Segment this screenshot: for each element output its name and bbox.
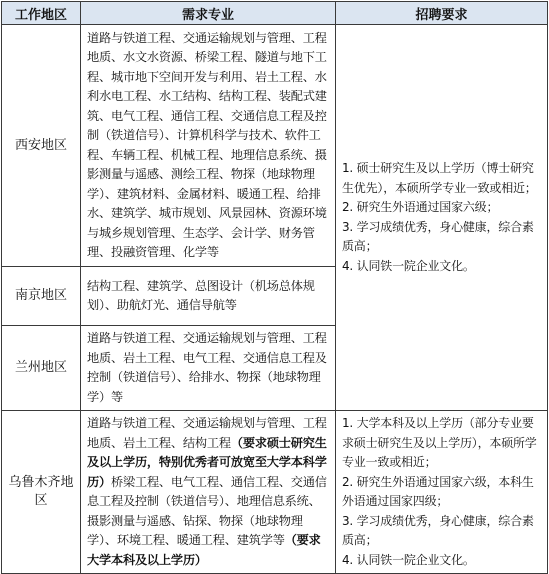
requirements-cell (336, 25, 548, 411)
requirement-item: 2. 研究生外语通过国家六级； (342, 200, 499, 214)
requirement-item: 1. 大学本科及以上学历（部分专业要求硕士研究生及以上学历），本硕所学专业一致或相近； (342, 416, 537, 469)
header-major: 需求专业 (81, 2, 336, 25)
requirement-item: 4. 认同铁一院企业文化。 (342, 552, 475, 567)
requirement-item: 1. 硕士研究生及以上学历（博士研究生优先），本硕所学专业一致或相近； (342, 161, 537, 195)
major-cell: 道路与铁道工程、交通运输规划与管理、工程地质、岩土工程、电气工程、交通信息工程及控制（铁道信号）、给排水、物探（地球物理学）等 (81, 326, 336, 411)
header-row (2, 2, 548, 25)
major-cell (81, 411, 336, 574)
region-cell: 兰州地区 (2, 326, 81, 411)
table-row (2, 411, 548, 574)
degree-note: （要求硕士研究生及以上学历，特别优秀者可放宽至大学本科学历） (87, 435, 327, 489)
region-cell: 南京地区 (2, 267, 81, 326)
table-row (2, 25, 548, 267)
major-text: 桥梁工程、电气工程、通信工程、交通信息工程及控制（铁道信号）、地理信息系统、摄影测量与遥感、钻探、物探（地球物理学）、环境工程、暖通工程、建筑学等 (87, 474, 327, 547)
header-region: 工作地区 (2, 2, 81, 25)
requirement-item: 3. 学习成绩优秀，身心健康，综合素质高； (342, 513, 534, 547)
recruitment-table (1, 1, 548, 574)
requirement-item: 2. 研究生外语通过国家六级，本科生外语通过国家四级； (342, 474, 534, 508)
requirements-cell (336, 411, 548, 574)
requirement-item: 3. 学习成绩优秀，身心健康，综合素质高； (342, 219, 534, 253)
region-cell: 西安地区 (2, 25, 81, 267)
requirement-item: 4. 认同铁一院企业文化。 (342, 258, 475, 273)
major-cell: 结构工程、建筑学、总图设计（机场总体规划）、助航灯光、通信导航等 (81, 267, 336, 326)
region-cell: 乌鲁木齐地区 (2, 411, 81, 574)
major-text: 道路与铁道工程、交通运输规划与管理、工程地质、岩土工程、结构工程 (87, 416, 327, 450)
degree-note: （要求大学本科及以上学历） (87, 533, 321, 567)
major-cell: 道路与铁道工程、交通运输规划与管理、工程地质、水文水资源、桥梁工程、隧道与地下工程、城市地下空间开发与利用、岩土工程、水利水电工程、水工结构、结构工程、装配式建筑、电气工程、通信工程、交通信息工程及控制（铁道信号）、计算机科学与技术、软件工程、车辆工程、机械工程、地理信息系统、摄影测量与遥感、测绘工程、物探（地球物理学）、建筑材料、金属材料、暖通工程、给排水、建筑学、城市规划、风景园林、资源环境与城乡规划管理、生态学、会计学、财务管理、投融资管理、化学等 (81, 25, 336, 267)
header-requirements: 招聘要求 (336, 2, 548, 25)
